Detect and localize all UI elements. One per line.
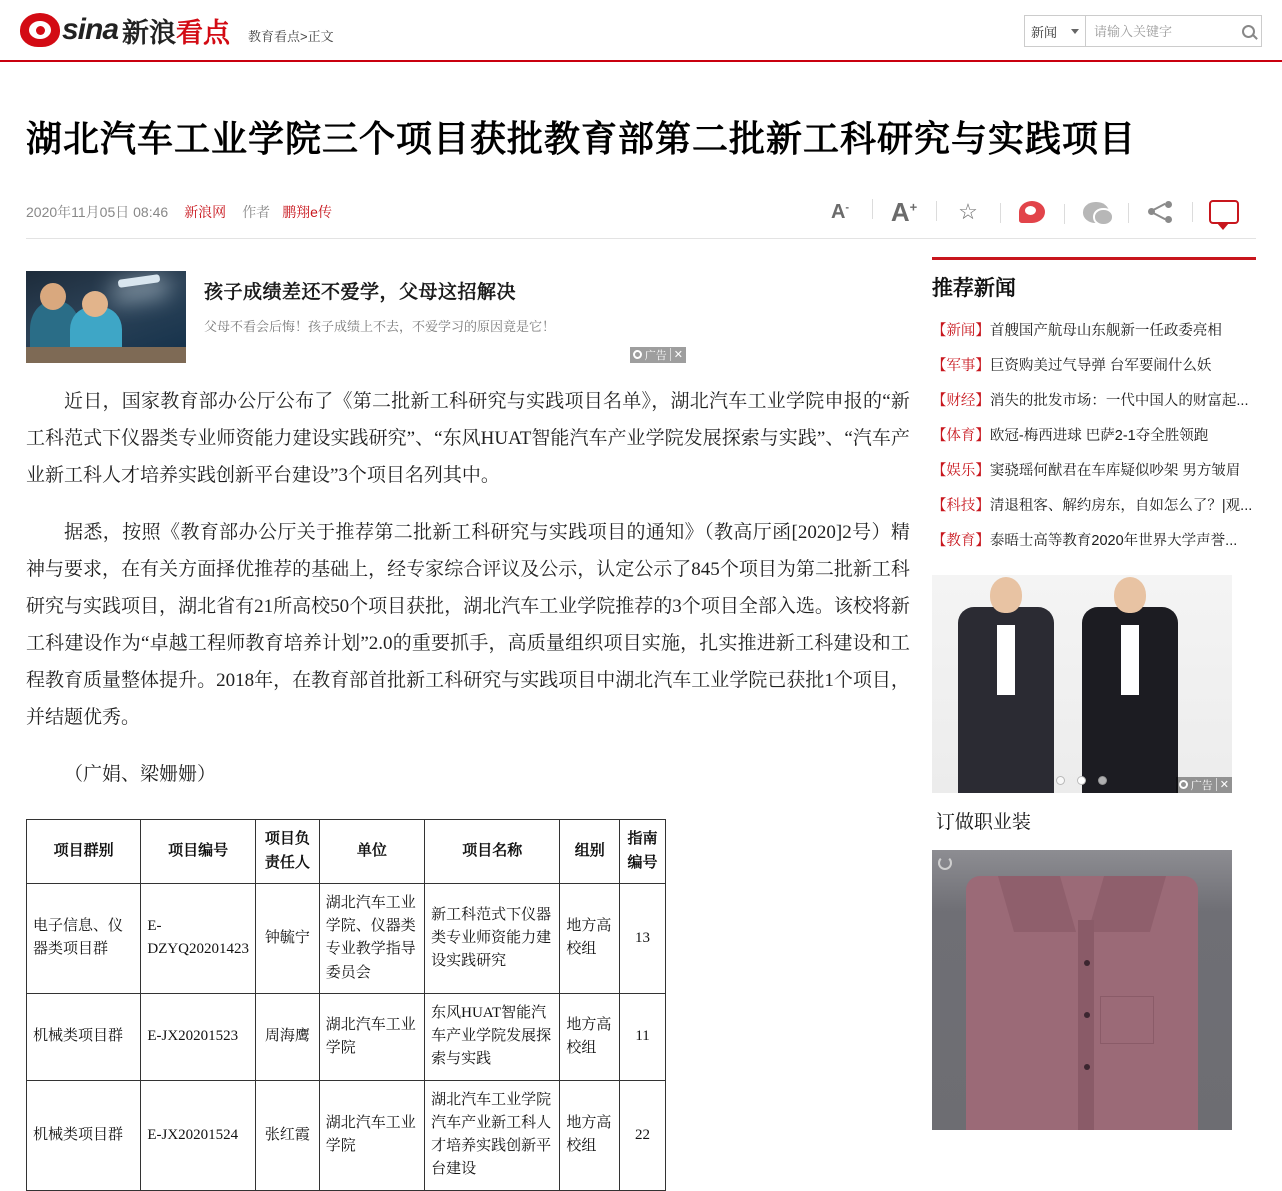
sidebar-ad-suit[interactable] xyxy=(932,575,1256,838)
refresh-icon[interactable] xyxy=(938,856,952,870)
th-group: 项目群别 xyxy=(27,820,141,884)
suit-ad-caption[interactable]: 订做职业装 xyxy=(935,811,1031,833)
news-title[interactable]: 首艘国产航母山东舰新一任政委亮相 xyxy=(989,322,1222,339)
search-category-select[interactable] xyxy=(1024,15,1086,47)
list-item[interactable] xyxy=(932,522,1256,557)
author-label: 作者 xyxy=(242,204,271,221)
table-header-row xyxy=(27,820,666,884)
suit-ad-image[interactable] xyxy=(932,575,1232,793)
chevron-down-icon xyxy=(1071,29,1079,34)
carousel-dot-2[interactable] xyxy=(1077,776,1086,785)
carousel-dot-1[interactable] xyxy=(1056,776,1065,785)
page-title: 湖北汽车工业学院三个项目获批教育部第二批新工科研究与实践项目 xyxy=(26,118,1137,160)
shirt-button-1 xyxy=(1084,960,1090,966)
cell-team: 地方高校组 xyxy=(560,993,620,1080)
ad-title[interactable]: 孩子成绩差还不爱学，父母这招解决 xyxy=(204,281,517,303)
star-icon: ☆ xyxy=(958,199,978,225)
sidebar-ad-shirt[interactable] xyxy=(932,850,1256,1130)
th-unit: 单位 xyxy=(319,820,424,884)
cell-index: 22 xyxy=(620,1080,666,1190)
font-decrease-icon xyxy=(831,201,849,224)
news-category: 【体育】 xyxy=(931,427,990,444)
shirt-collar-left xyxy=(998,876,1076,932)
search-area xyxy=(1024,15,1262,47)
shirt-collar-right xyxy=(1088,876,1166,932)
article-tools xyxy=(808,197,1256,228)
comment-button[interactable] xyxy=(1192,200,1256,224)
recommended-news-header xyxy=(932,257,1256,302)
shirt-pocket xyxy=(1100,996,1154,1044)
cell-person: 周海鹰 xyxy=(256,993,320,1080)
font-increase-sup: + xyxy=(909,199,918,215)
lamp-shape xyxy=(118,274,161,288)
carousel-dot-3[interactable] xyxy=(1098,776,1107,785)
cell-unit: 湖北汽车工业学院 xyxy=(319,1080,424,1190)
article-paragraph-2: 据悉，按照《教育部办公厅关于推荐第二批新工科研究与实践项目的通知》（教高厅函[2020]2号）精神与要求，在有关方面择优推荐的基础上，经专家综合评议及公示，认定公示了845个项目为第二批新工科研究与实践项目，湖北省有21所高校50个项目获批，湖北汽车工业学院推荐的3个项目全部入选。该校将新工科建设作为“卓越工程师教育培养计划”2.0的重要抓手，高质量组织项目实施，扎实推进新工科建设和工程教育质量整体提升。2018年，在教育部首批新工科研究与实践项目中湖北汽车工业学院已获批1个项目，并结题优秀。 xyxy=(26,522,910,729)
gear-icon[interactable] xyxy=(1179,780,1188,789)
font-increase-button[interactable] xyxy=(872,197,936,228)
cell-code: E-JX20201524 xyxy=(141,1080,256,1190)
news-category: 【科技】 xyxy=(931,497,990,514)
cell-unit: 湖北汽车工业学院、仪器类专业教学指导委员会 xyxy=(319,883,424,993)
sina-eye-icon xyxy=(20,13,60,47)
ad-label-text: 广告 xyxy=(1190,779,1213,792)
close-icon[interactable]: ✕ xyxy=(670,348,683,361)
ad-subtitle: 父母不看会后悔！孩子成绩上不去，不爱学习的原因竟是它！ xyxy=(204,318,556,334)
news-title[interactable]: 窦骁瑶何猷君在车库疑似吵架 男方皱眉 xyxy=(989,462,1241,479)
list-item[interactable] xyxy=(932,417,1256,452)
gear-icon[interactable] xyxy=(633,350,642,359)
news-category: 【娱乐】 xyxy=(931,462,990,479)
close-icon[interactable]: ✕ xyxy=(1216,778,1229,791)
cell-index: 13 xyxy=(620,883,666,993)
news-title[interactable]: 泰晤士高等教育2020年世界大学声誉... xyxy=(989,532,1238,549)
font-increase-icon xyxy=(891,197,917,228)
recommended-news-list xyxy=(932,312,1256,557)
th-person: 项目负责任人 xyxy=(256,820,320,884)
shirt-button-2 xyxy=(1084,1012,1090,1018)
news-category: 【军事】 xyxy=(931,357,990,374)
news-category: 【财经】 xyxy=(931,392,990,409)
news-title[interactable]: 消失的批发市场：一代中国人的财富起... xyxy=(989,392,1249,409)
news-title[interactable]: 欧冠-梅西进球 巴萨2-1夺全胜领跑 xyxy=(989,427,1209,444)
weibo-icon xyxy=(1019,201,1045,223)
article-meta xyxy=(26,196,1256,239)
cell-unit: 湖北汽车工业学院 xyxy=(319,993,424,1080)
share-icon xyxy=(1148,201,1172,223)
shirt-ad-image[interactable] xyxy=(932,850,1232,1130)
inline-advertisement[interactable] xyxy=(26,271,686,363)
th-code: 项目编号 xyxy=(141,820,256,884)
list-item[interactable] xyxy=(932,347,1256,382)
news-category: 【教育】 xyxy=(931,532,990,549)
publish-date: 2020年11月05日 08:46 xyxy=(26,204,169,221)
article-paragraph-1: 近日，国家教育部办公厅公布了《第二批新工科研究与实践项目名单》，湖北汽车工业学院申报的“新工科范式下仪器类专业师资能力建设实践研究”、“东风HUAT智能汽车产业学院发展探索与实践”、“汽车产业新工科人才培养实践创新平台建设”3个项目名列其中。 xyxy=(26,390,910,486)
news-title[interactable]: 清退租客、解约房东，自如怎么了？|观... xyxy=(989,497,1253,514)
cell-name: 湖北汽车工业学院汽车产业新工科人才培养实践创新平台建设 xyxy=(425,1080,560,1190)
cell-index: 11 xyxy=(620,993,666,1080)
author-link[interactable]: 鹏翔e传 xyxy=(282,204,332,221)
site-header xyxy=(0,0,1282,62)
table-row xyxy=(27,993,666,1080)
search-category-label: 新闻 xyxy=(1031,24,1058,40)
shirt-button-3 xyxy=(1084,1064,1090,1070)
sina-logo[interactable] xyxy=(20,11,230,50)
cell-group: 电子信息、仪器类项目群 xyxy=(27,883,141,993)
logo-cn-prefix: 新浪 xyxy=(122,17,177,48)
comment-icon xyxy=(1209,200,1239,224)
shirt-placket xyxy=(1078,920,1094,1130)
logo-word: sina xyxy=(62,13,119,46)
logo-chinese xyxy=(122,11,230,50)
sidebar xyxy=(932,257,1256,1191)
list-item[interactable] xyxy=(932,382,1256,417)
cell-person: 张红霞 xyxy=(256,1080,320,1190)
share-wechat-button[interactable] xyxy=(1064,202,1128,223)
cell-person: 钟毓宁 xyxy=(256,883,320,993)
desk-shape xyxy=(26,347,186,363)
cell-code: E-DZYQ20201423 xyxy=(141,883,256,993)
list-item[interactable] xyxy=(932,487,1256,522)
wechat-icon xyxy=(1083,202,1109,223)
cell-group: 机械类项目群 xyxy=(27,1080,141,1190)
projects-table xyxy=(26,819,666,1190)
news-category: 【新闻】 xyxy=(931,322,990,339)
cell-team: 地方高校组 xyxy=(560,1080,620,1190)
table-row xyxy=(27,1080,666,1190)
ad-label xyxy=(1176,777,1232,793)
search-input[interactable] xyxy=(1092,23,1232,40)
list-item[interactable] xyxy=(932,452,1256,487)
search-icon[interactable] xyxy=(1242,25,1255,38)
th-index: 指南编号 xyxy=(620,820,666,884)
cell-name: 新工科范式下仪器类专业师资能力建设实践研究 xyxy=(425,883,560,993)
th-name: 项目名称 xyxy=(425,820,560,884)
news-title[interactable]: 巨资购美过气导弹 台军要闹什么妖 xyxy=(989,357,1212,374)
th-team: 组别 xyxy=(560,820,620,884)
font-decrease-sup: - xyxy=(845,201,850,214)
table-row xyxy=(27,883,666,993)
cell-code: E-JX20201523 xyxy=(141,993,256,1080)
shirt-shape xyxy=(966,876,1198,1130)
breadcrumb[interactable]: 教育看点>正文 xyxy=(248,28,334,44)
content-area xyxy=(0,257,1282,1191)
source-link[interactable]: 新浪网 xyxy=(184,204,227,221)
font-decrease-button[interactable] xyxy=(808,201,872,224)
article-column xyxy=(26,257,910,1191)
ad-text-block xyxy=(204,271,555,363)
cell-name: 东风HUAT智能汽车产业学院发展探索与实践 xyxy=(425,993,560,1080)
list-item[interactable] xyxy=(932,312,1256,347)
cell-team: 地方高校组 xyxy=(560,883,620,993)
search-box[interactable] xyxy=(1086,15,1262,47)
article-paragraph-3: （广娟、梁姗姗） xyxy=(64,764,217,786)
logo-cn-highlight: 看点 xyxy=(176,17,231,48)
font-increase-letter: A xyxy=(890,196,910,227)
share-button[interactable] xyxy=(1128,201,1192,223)
ad-label xyxy=(630,347,686,363)
suit-figure-right xyxy=(1082,607,1178,793)
sidebar-title: 推荐新闻 xyxy=(931,276,1016,300)
favorite-button[interactable] xyxy=(936,199,1000,225)
ad-thumbnail-image xyxy=(26,271,186,363)
share-weibo-button[interactable] xyxy=(1000,201,1064,223)
ad-label-text: 广告 xyxy=(644,349,667,362)
suit-figure-left xyxy=(958,607,1054,793)
font-decrease-letter: A xyxy=(830,200,846,223)
cell-group: 机械类项目群 xyxy=(27,993,141,1080)
